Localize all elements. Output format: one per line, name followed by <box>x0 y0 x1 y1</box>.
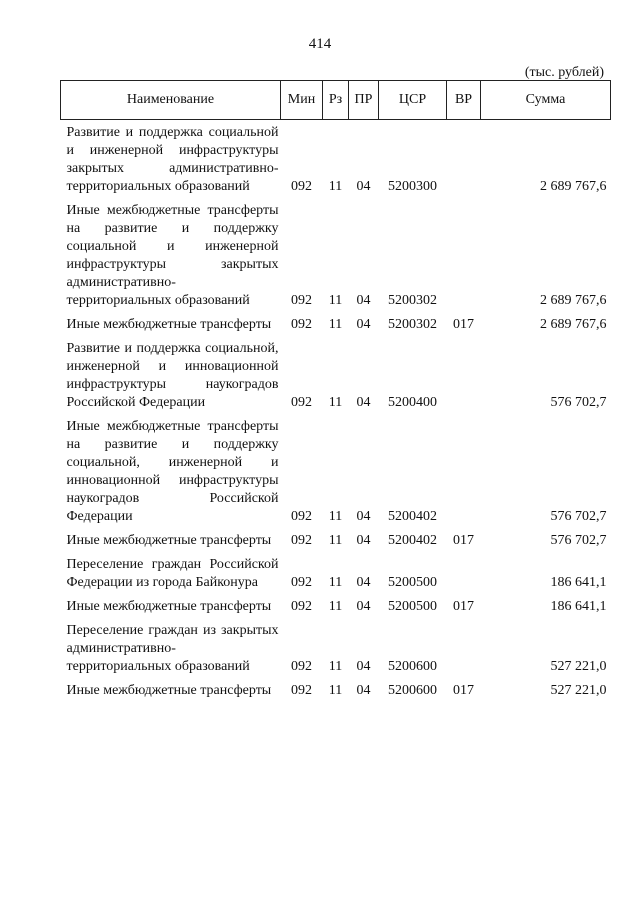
cell-sum: 2 689 767,6 <box>540 179 607 194</box>
cell-pr: 04 <box>356 683 371 698</box>
cell-rz: 11 <box>328 395 343 410</box>
header-name: Наименование <box>61 81 281 120</box>
cell-vr: 017 <box>453 317 474 332</box>
table-row <box>61 310 611 334</box>
table-row <box>61 526 611 550</box>
cell-name: Развитие и поддержка социальной и инженерной инфраструктуры закрытых административно-территориальных образований <box>66 125 279 194</box>
cell-vr <box>447 616 481 676</box>
cell-vr <box>447 550 481 592</box>
cell-vr <box>447 334 481 412</box>
header-sum: Сумма <box>481 81 611 120</box>
cell-name: Иные межбюджетные трансферты на развитие и поддержку социальной, инженерной и инновационной инфраструктуры наукоградов Российской Федерации <box>66 419 279 524</box>
table-body <box>61 120 611 701</box>
cell-pr: 04 <box>356 575 371 590</box>
cell-pr: 04 <box>356 317 371 332</box>
cell-name: Иные межбюджетные трансферты <box>66 683 272 698</box>
cell-sum: 2 689 767,6 <box>540 317 607 332</box>
cell-csr: 5200500 <box>388 599 437 614</box>
cell-min: 092 <box>291 317 312 332</box>
cell-csr: 5200402 <box>388 509 437 524</box>
cell-pr: 04 <box>356 533 371 548</box>
table-row <box>61 592 611 616</box>
cell-min: 092 <box>291 575 312 590</box>
cell-csr: 5200402 <box>388 533 437 548</box>
table-row <box>61 196 611 310</box>
header-vr: ВР <box>447 81 481 120</box>
cell-min: 092 <box>291 683 312 698</box>
cell-sum: 576 702,7 <box>550 395 607 410</box>
cell-vr: 017 <box>453 683 474 698</box>
cell-csr: 5200300 <box>388 179 437 194</box>
cell-sum: 186 641,1 <box>550 575 607 590</box>
cell-rz: 11 <box>328 683 343 698</box>
cell-pr: 04 <box>356 395 371 410</box>
header-min: Мин <box>281 81 323 120</box>
cell-rz: 11 <box>328 293 343 308</box>
page-number: 414 <box>308 36 332 52</box>
cell-csr: 5200500 <box>388 575 437 590</box>
cell-rz: 11 <box>328 533 343 548</box>
cell-name: Переселение граждан Российской Федерации из города Байконура <box>66 557 279 590</box>
cell-min: 092 <box>291 599 312 614</box>
cell-vr <box>447 196 481 310</box>
cell-min: 092 <box>291 395 312 410</box>
cell-rz: 11 <box>328 575 343 590</box>
cell-min: 092 <box>291 533 312 548</box>
cell-csr: 5200600 <box>388 659 437 674</box>
budget-table <box>60 80 611 700</box>
cell-name: Развитие и поддержка социальной, инженерной и инновационной инфраструктуры наукоградов Российской Федерации <box>66 341 279 410</box>
cell-name: Иные межбюджетные трансферты <box>66 533 272 548</box>
units-label: (тыс. рублей) <box>524 65 604 80</box>
header-csr: ЦСР <box>379 81 447 120</box>
cell-rz: 11 <box>328 179 343 194</box>
header-rz: Рз <box>323 81 349 120</box>
cell-rz: 11 <box>328 317 343 332</box>
cell-pr: 04 <box>356 509 371 524</box>
cell-vr <box>447 412 481 526</box>
cell-vr: 017 <box>453 533 474 548</box>
cell-min: 092 <box>291 293 312 308</box>
table-header <box>61 81 611 120</box>
table-row <box>61 550 611 592</box>
cell-pr: 04 <box>356 293 371 308</box>
cell-name: Переселение граждан из закрытых административно-территориальных образований <box>66 623 279 674</box>
cell-vr <box>447 120 481 197</box>
cell-csr: 5200400 <box>388 395 437 410</box>
cell-sum: 2 689 767,6 <box>540 293 607 308</box>
cell-sum: 527 221,0 <box>550 683 607 698</box>
table-row <box>61 120 611 197</box>
cell-pr: 04 <box>356 659 371 674</box>
cell-min: 092 <box>291 179 312 194</box>
cell-sum: 576 702,7 <box>550 533 607 548</box>
cell-rz: 11 <box>328 659 343 674</box>
cell-min: 092 <box>291 659 312 674</box>
table-row <box>61 676 611 700</box>
cell-sum: 527 221,0 <box>550 659 607 674</box>
table-row <box>61 412 611 526</box>
cell-vr: 017 <box>453 599 474 614</box>
cell-pr: 04 <box>356 179 371 194</box>
cell-sum: 186 641,1 <box>550 599 607 614</box>
cell-sum: 576 702,7 <box>550 509 607 524</box>
table-row <box>61 334 611 412</box>
cell-rz: 11 <box>328 599 343 614</box>
header-pr: ПР <box>349 81 379 120</box>
table-row <box>61 616 611 676</box>
cell-csr: 5200600 <box>388 683 437 698</box>
cell-name: Иные межбюджетные трансферты <box>66 599 272 614</box>
cell-min: 092 <box>291 509 312 524</box>
cell-rz: 11 <box>328 509 343 524</box>
cell-csr: 5200302 <box>388 317 437 332</box>
cell-name: Иные межбюджетные трансферты <box>66 317 272 332</box>
cell-pr: 04 <box>356 599 371 614</box>
cell-csr: 5200302 <box>388 293 437 308</box>
cell-name: Иные межбюджетные трансферты на развитие и поддержку социальной и инженерной инфраструктуры закрытых административно-территориальных образований <box>66 203 279 308</box>
